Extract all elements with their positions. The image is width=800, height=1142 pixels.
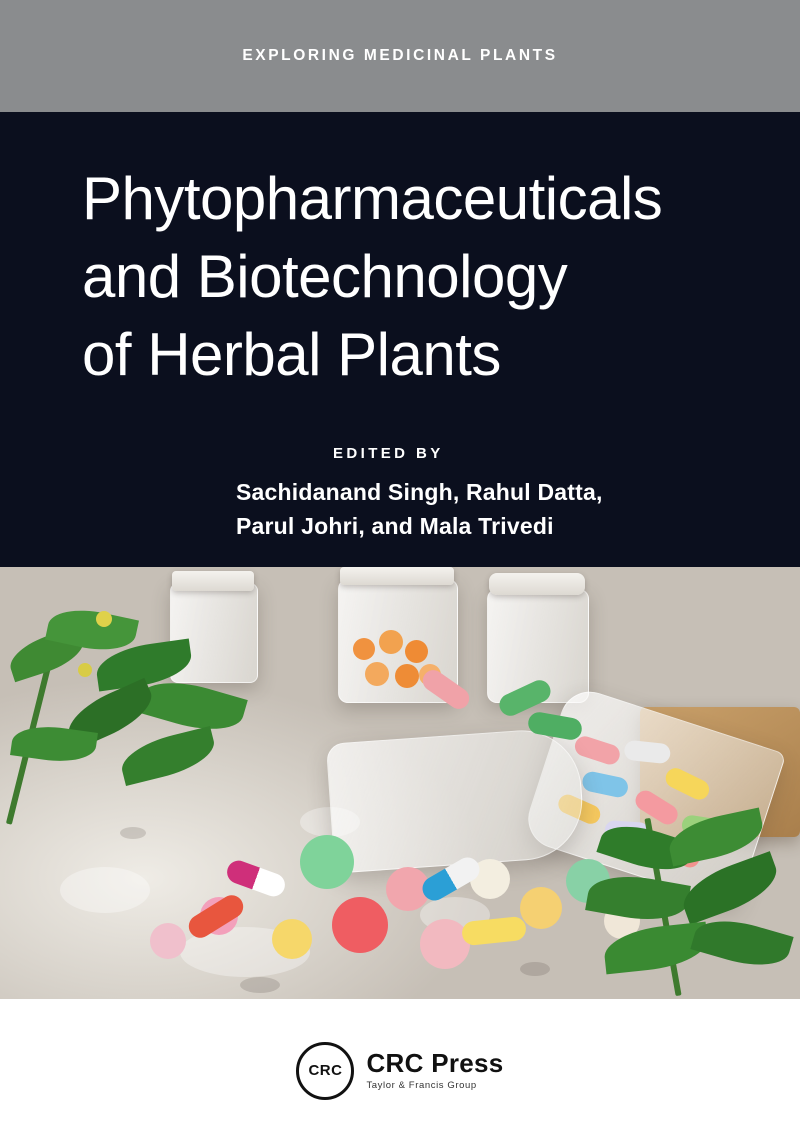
pill-yellow [272,919,312,959]
publisher-band [0,999,800,1142]
title-block [0,112,800,567]
crc-press-logo [296,1042,503,1100]
title-line-2: and Biotechnology [82,243,568,310]
publisher-group: Taylor & Francis Group [366,1080,477,1092]
pill-yellow [520,887,562,929]
series-band [0,0,800,112]
editors-list [236,475,756,543]
editors-line-2: Parul Johri, and Mala Trivedi [236,513,554,540]
flower-bud [96,611,112,627]
cover-photograph [0,567,800,999]
edited-by-label: EDITED BY [333,445,444,462]
open-pill-jar-center [326,726,586,873]
page-title [82,160,742,394]
title-line-1: Phytopharmaceuticals [82,165,663,232]
pill-lightrose [150,923,186,959]
pill-green [300,835,354,889]
publisher-name: CRC Press [366,1047,504,1078]
title-line-3: of Herbal Plants [82,321,501,388]
editors-line-1: Sachidanand Singh, Rahul Datta, [236,479,603,505]
flower-bud [78,663,92,677]
crc-logo-icon: CRC [296,1042,354,1100]
series-title: EXPLORING MEDICINAL PLANTS [242,47,558,64]
pill-red [332,897,388,953]
